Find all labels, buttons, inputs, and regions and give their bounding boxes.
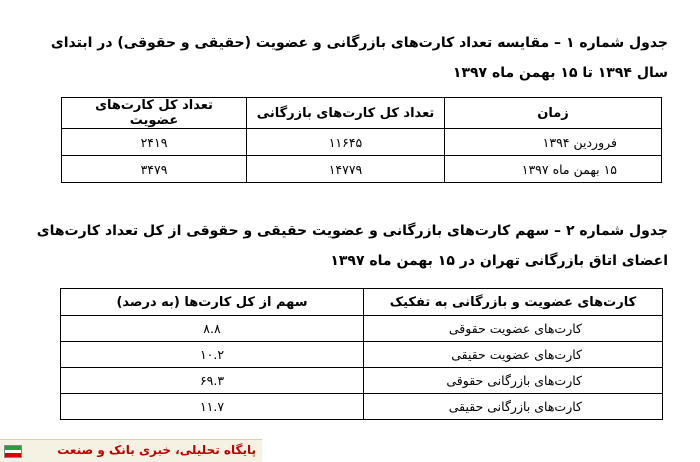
table-row bbox=[61, 316, 663, 342]
table-header-row bbox=[62, 98, 662, 129]
cell-commercial: ۱۴۷۷۹ bbox=[247, 156, 445, 183]
cell-membership: ۲۴۱۹ bbox=[62, 129, 247, 156]
table-row bbox=[61, 368, 663, 394]
table-row bbox=[62, 129, 662, 156]
cell-share: ۱۱.۷ bbox=[61, 394, 364, 420]
cell-share: ۸.۸ bbox=[61, 316, 364, 342]
source-footer bbox=[0, 439, 262, 462]
header-membership-cards: تعداد کل کارت‌های عضویت bbox=[62, 98, 247, 129]
header-share-percent: سهم از کل کارت‌ها (به درصد) bbox=[61, 289, 364, 316]
cell-commercial: ۱۱۶۴۵ bbox=[247, 129, 445, 156]
header-commercial-cards: تعداد کل کارت‌های بازرگانی bbox=[247, 98, 445, 129]
header-time: زمان bbox=[445, 98, 662, 129]
table-row bbox=[61, 342, 663, 368]
table2-heading: جدول شماره ۲ – سهم کارت‌های بازرگانی و عضویت حقیقی و حقوقی از کل تعداد کارت‌های اعضای اتاق بازرگانی تهران در ۱۵ بهمن ماه ۱۳۹۷ bbox=[36, 223, 668, 269]
card-count-table bbox=[61, 97, 662, 183]
cell-card-type: کارت‌های عضویت حقوقی bbox=[364, 316, 663, 342]
iran-flag-icon bbox=[4, 445, 22, 458]
cell-card-type: کارت‌های بازرگانی حقیقی bbox=[364, 394, 663, 420]
cell-share: ۱۰.۲ bbox=[61, 342, 364, 368]
table-header-row bbox=[61, 289, 663, 316]
cell-time: ۱۵ بهمن ماه ۱۳۹۷ bbox=[445, 156, 662, 183]
cell-share: ۶۹.۳ bbox=[61, 368, 364, 394]
cell-time: فروردین ۱۳۹۴ bbox=[445, 129, 662, 156]
table-row bbox=[61, 394, 663, 420]
cell-card-type: کارت‌های بازرگانی حقوقی bbox=[364, 368, 663, 394]
header-card-type: کارت‌های عضویت و بازرگانی به تفکیک bbox=[364, 289, 663, 316]
cell-membership: ۳۴۷۹ bbox=[62, 156, 247, 183]
source-label: پایگاه تحلیلی، خبری بانک و صنعت bbox=[57, 443, 256, 457]
table-row bbox=[62, 156, 662, 183]
card-share-table bbox=[60, 288, 663, 420]
cell-card-type: کارت‌های عضویت حقیقی bbox=[364, 342, 663, 368]
table1-heading: جدول شماره ۱ – مقایسه تعداد کارت‌های بازرگانی و عضویت (حقیقی و حقوقی) در ابتدای سال ۱۳۹۴ تا ۱۵ بهمن ماه ۱۳۹۷ bbox=[50, 35, 668, 81]
